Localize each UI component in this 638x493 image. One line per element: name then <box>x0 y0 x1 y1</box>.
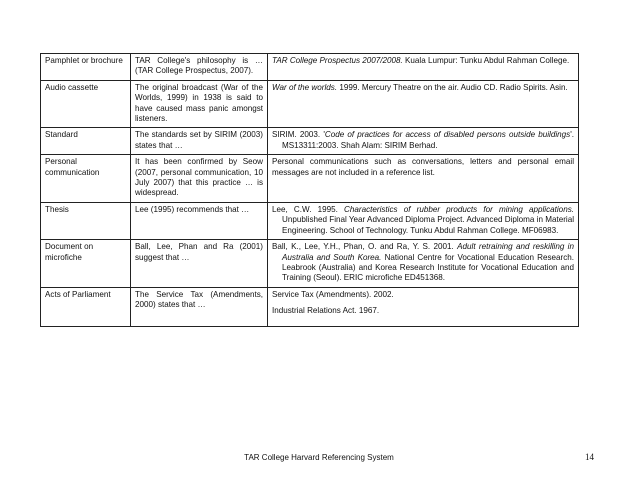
source-type-cell: Personal communication <box>41 155 131 203</box>
in-text-citation-cell: The original broadcast (War of the Worlds, 1999) in 1938 is said to have caused mass panic amongst listeners. <box>131 80 268 128</box>
source-type-cell: Acts of Parliament <box>41 287 131 326</box>
reference-title: Characteristics of rubber products for mining applications. <box>344 204 574 214</box>
table-row <box>41 202 579 239</box>
source-type-cell: Pamphlet or brochure <box>41 54 131 81</box>
reference-details: 1999. Mercury Theatre on the air. Audio CD. Radio Spirits. Asin. <box>337 82 568 92</box>
page-footer: TAR College Harvard Referencing System <box>244 453 394 462</box>
reference-title: Code of practices for access of disabled persons outside buildings <box>324 130 571 140</box>
in-text-citation-cell: The standards set by SIRIM (2003) states that … <box>131 128 268 155</box>
reference-entry <box>272 130 574 151</box>
reference-entry <box>272 83 574 93</box>
table-row <box>41 155 579 203</box>
in-text-citation-cell: It has been confirmed by Seow (2007, personal communication, 10 July 2007) that this practice … is widespread. <box>131 155 268 203</box>
reference-entry <box>272 205 574 236</box>
reference-title: War of the worlds. <box>272 82 338 92</box>
in-text-citation-cell: Lee (1995) recommends that … <box>131 202 268 239</box>
page-number: 14 <box>585 452 594 462</box>
table-row <box>41 54 579 81</box>
table-row <box>41 128 579 155</box>
table-row <box>41 240 579 288</box>
source-type-cell: Thesis <box>41 202 131 239</box>
reference-entry-cell <box>268 202 579 239</box>
source-type-cell: Document on microfiche <box>41 240 131 288</box>
source-type-cell: Standard <box>41 128 131 155</box>
table-row <box>41 80 579 128</box>
reference-entry <box>272 56 574 66</box>
reference-entry-cell <box>268 54 579 81</box>
reference-note: Personal communications such as conversations, letters and personal email messages are not included in a reference list. <box>272 157 574 177</box>
reference-details: Kuala Lumpur: Tunku Abdul Rahman College. <box>402 56 570 65</box>
in-text-citation-cell: The Service Tax (Amendments, 2000) states that … <box>131 287 268 326</box>
reference-author: Ball, K., Lee, Y.H., Phan, O. and Ra, Y. S. 2001. <box>272 242 458 252</box>
reference-entry: Industrial Relations Act. 1967. <box>272 306 380 316</box>
reference-entry-cell <box>268 240 579 288</box>
reference-entry-cell <box>268 80 579 128</box>
reference-entry-cell <box>268 155 579 203</box>
in-text-citation-cell: Ball, Lee, Phan and Ra (2001) suggest that … <box>131 240 268 288</box>
source-type-cell: Audio cassette <box>41 80 131 128</box>
reference-details: National Centre for Vocational Education Research. Leabrook (Australia) and Korea Research Institute for Vocational Education and Training (Seoul). ERIC microfiche ED451368. <box>282 252 574 283</box>
reference-details: Unpublished Final Year Advanced Diploma Project. Advanced Diploma in Material Engineering. School of Technology. Tunku Abdul Rahman College. MF06983. <box>282 215 574 235</box>
reference-title: TAR College Prospectus 2007/2008. <box>272 56 403 65</box>
reference-title: Adult retraining and reskilling in Australia and South Korea. <box>282 242 574 262</box>
referencing-table <box>40 53 579 327</box>
reference-entry-cell <box>268 287 579 326</box>
reference-entry: Service Tax (Amendments). 2002. <box>272 289 394 299</box>
reference-details: '. MS13311:2003. Shah Alam: SIRIM Berhad. <box>282 130 574 150</box>
reference-entry <box>272 242 574 284</box>
reference-author: SIRIM. 2003. ' <box>272 130 325 140</box>
table-row <box>41 287 579 326</box>
reference-entry-cell <box>268 128 579 155</box>
reference-author: Lee, C.W. 1995. <box>272 204 345 214</box>
in-text-citation-cell: TAR College's philosophy is … (TAR College Prospectus, 2007). <box>131 54 268 81</box>
